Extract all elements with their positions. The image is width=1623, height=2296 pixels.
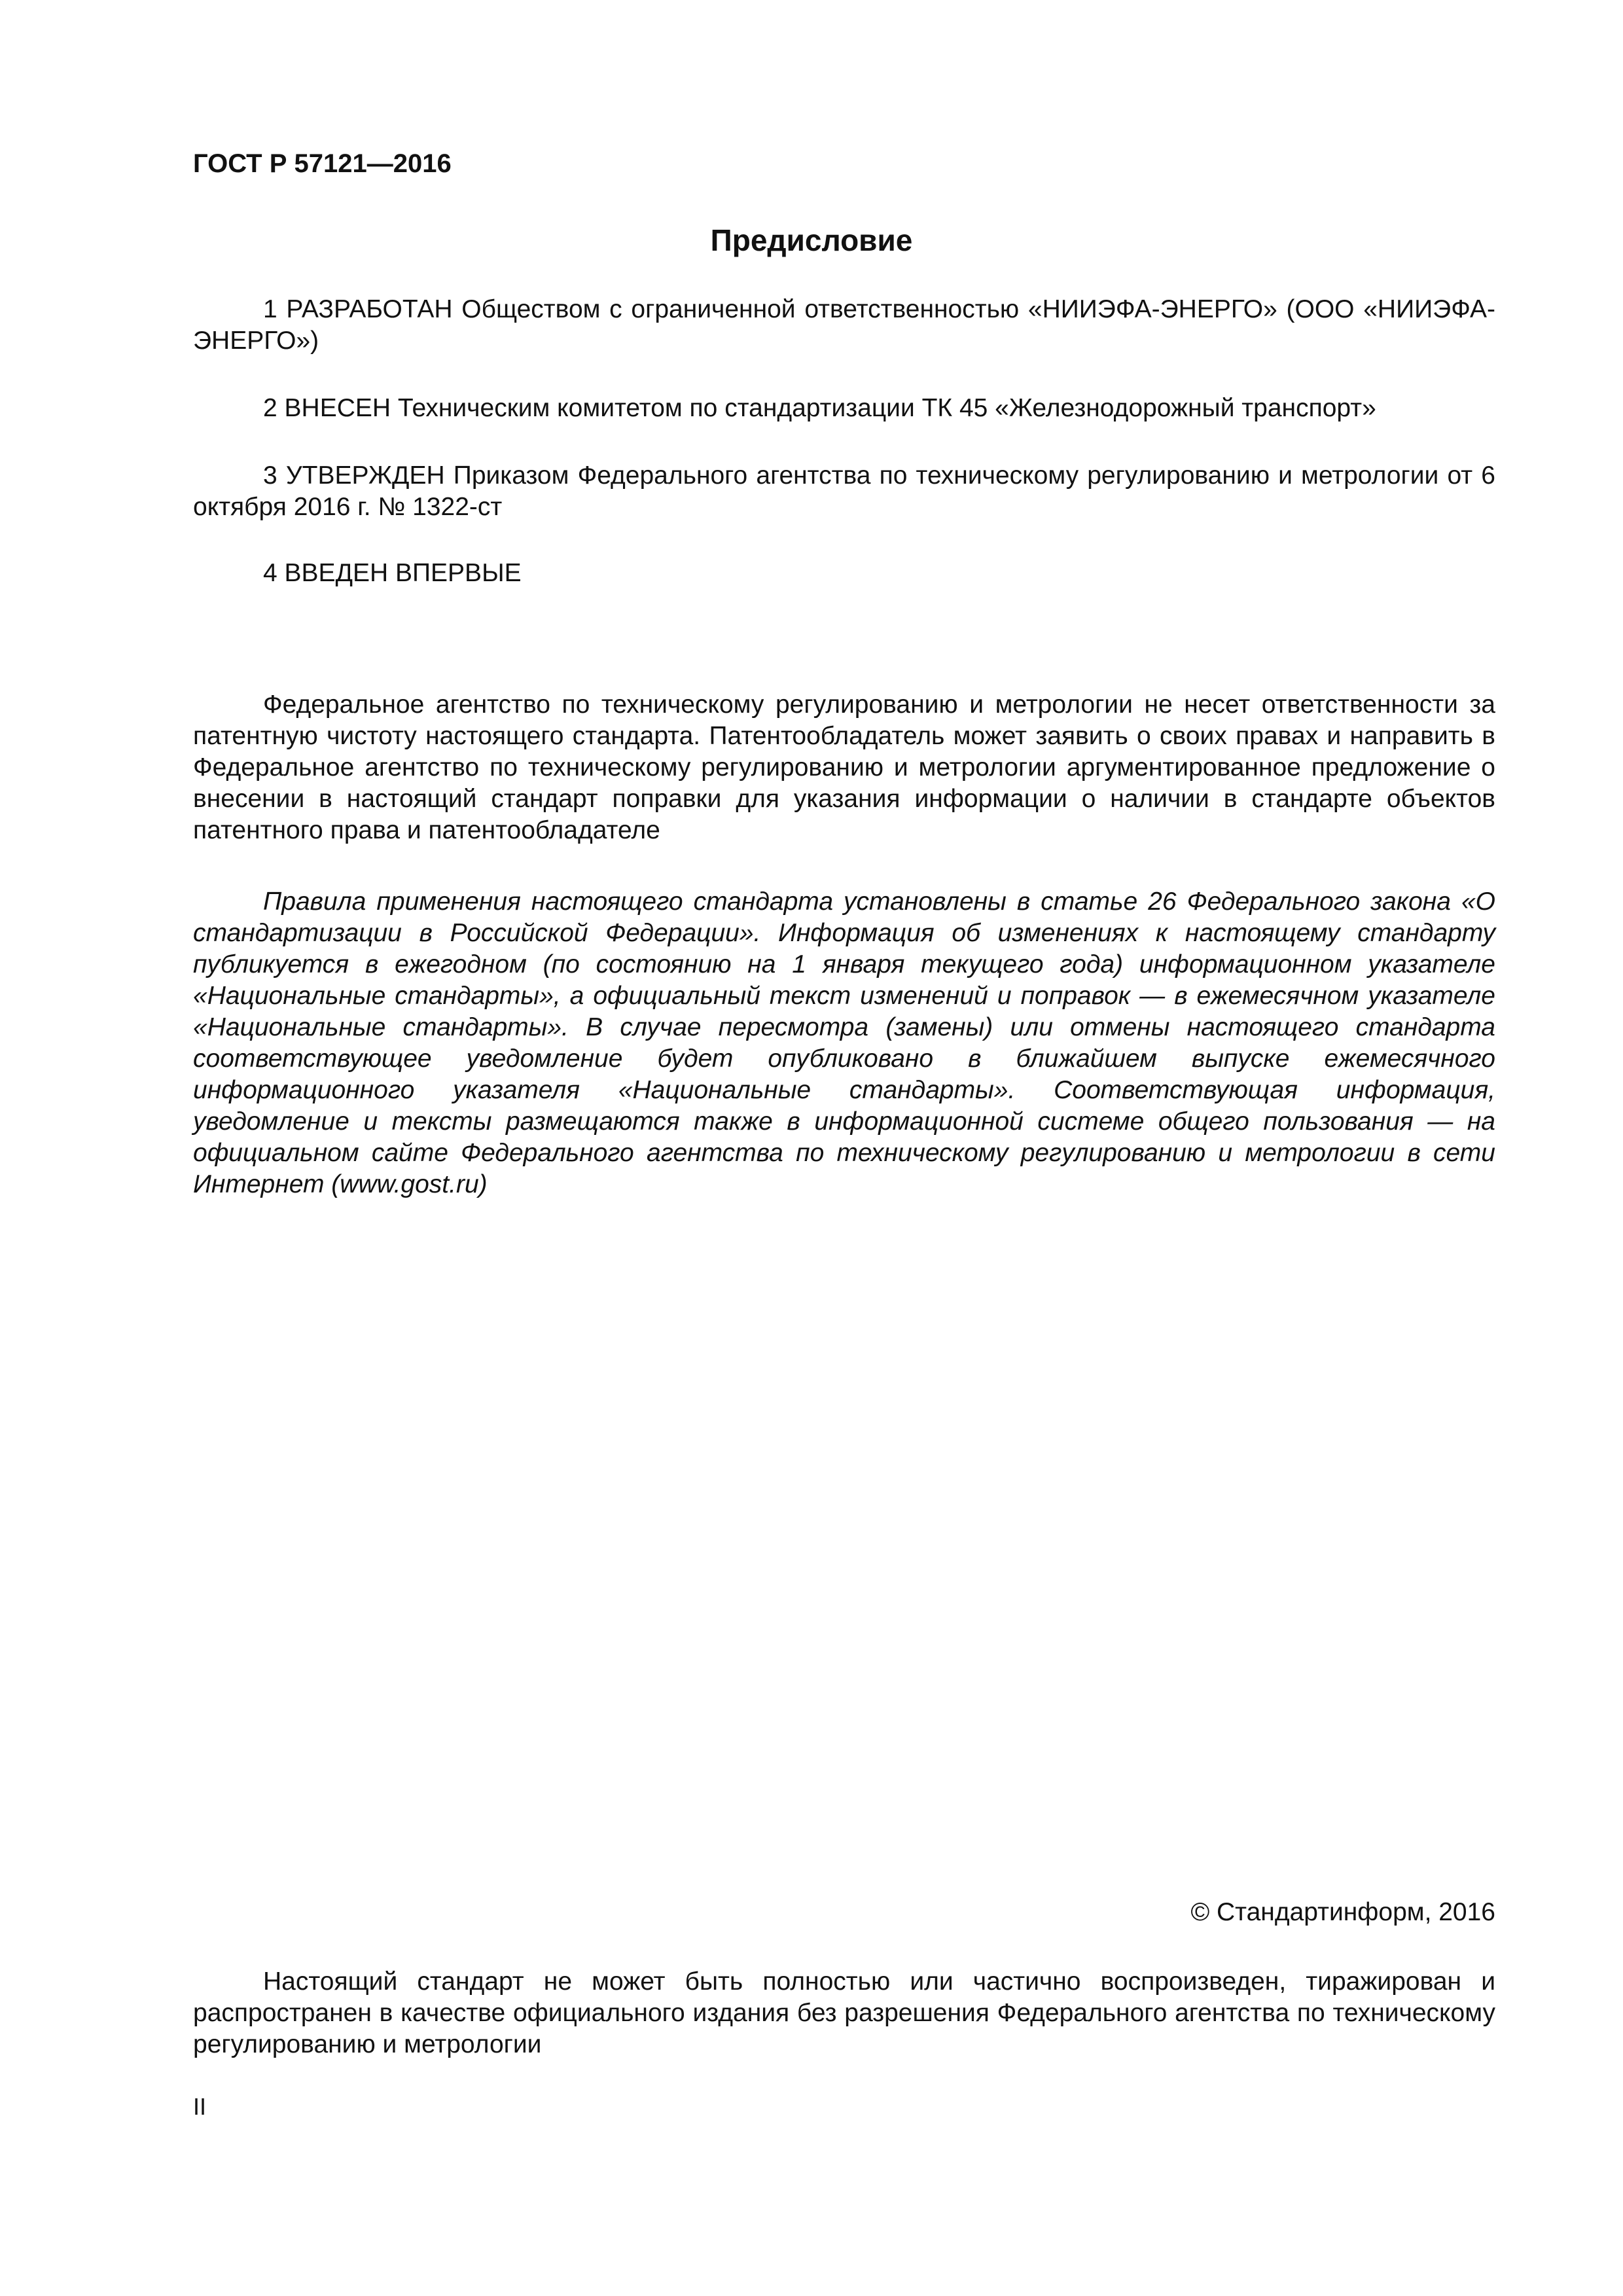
foreword-item-introduced xyxy=(193,393,1495,424)
patent-notice xyxy=(193,689,1495,846)
reproduction-notice xyxy=(193,1966,1495,2060)
foreword-item-text: 3 УТВЕРЖДЕН Приказом Федерального агентства по техническому регулированию и метрологии от 6 октября 2016 г. № 1322-ст xyxy=(193,461,1495,521)
foreword-item-developed xyxy=(193,294,1495,357)
reproduction-notice-text: Настоящий стандарт не может быть полностью или частично воспроизведен, тиражирован и распространен в качестве официального издания без разрешения Федерального агентства по техническому регулированию и метрологии xyxy=(193,1967,1495,2058)
copyright-line: © Стандартинформ, 2016 xyxy=(1190,1898,1495,1926)
patent-notice-text: Федеральное агентство по техническому регулированию и метрологии не несет ответственности за патентную чистоту настоящего стандарта. Патентообладатель может заявить о своих правах и направить в Федеральное агентство по техническому регулированию и метрологии аргументированное предложение о внесении в настоящий стандарт поправки для указания информации о наличии в стандарте объектов патентного права и патентообладателе xyxy=(193,691,1495,844)
rules-notice xyxy=(193,886,1495,1200)
foreword-item-text: 4 ВВЕДЕН ВПЕРВЫЕ xyxy=(263,559,522,587)
page-number: II xyxy=(193,2093,207,2120)
document-code: ГОСТ Р 57121—2016 xyxy=(193,149,452,178)
foreword-item-text: 1 РАЗРАБОТАН Обществом с ограниченной ответственностью «НИИЭФА-ЭНЕРГО» (ООО «НИИЭФА-ЭНЕРГО») xyxy=(193,295,1495,355)
foreword-item-first-introduced xyxy=(193,558,1495,589)
rules-notice-text: Правила применения настоящего стандарта установлены в статье 26 Федерального закона «О стандартизации в Российской Федерации». Информация об изменениях к настоящему стандарту публикуется в ежегодном (по состоянию на 1 января текущего года) информационном указателе «Национальные стандарты», а официальный текст изменений и поправок — в ежемесячном указателе «Национальные стандарты». В случае пересмотра (замены) или отмены настоящего стандарта соответствующее уведомление будет опубликовано в ближайшем выпуске ежемесячного информационного указателя «Национальные стандарты». Соответствующая информация, уведомление и тексты размещаются также в информационной системе общего пользования — на официальном сайте Федерального агентства по техническому регулированию и метрологии в сети Интернет (www.gost.ru) xyxy=(193,888,1495,1198)
page-title: Предисловие xyxy=(710,223,913,257)
foreword-item-text: 2 ВНЕСЕН Техническим комитетом по стандартизации ТК 45 «Железнодорожный транспорт» xyxy=(263,394,1376,422)
foreword-item-approved xyxy=(193,460,1495,523)
